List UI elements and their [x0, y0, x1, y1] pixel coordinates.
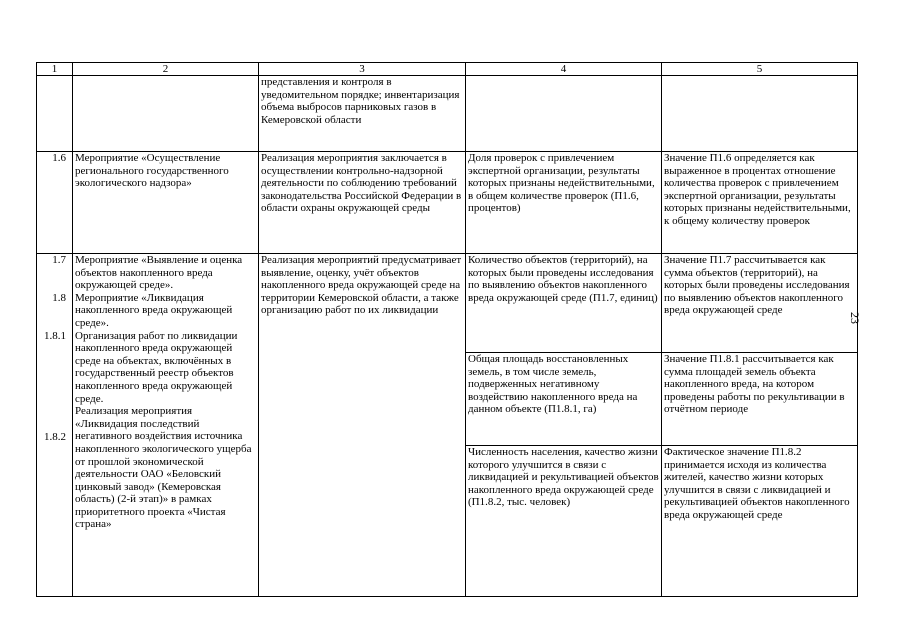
- event-description: Реализация мероприятия заключается в осуществлении контрольно-надзорной деятельности по соблюдению требований законодательства Российской Федерации в области охраны окружающей среды: [259, 152, 466, 254]
- event-title: Мероприятие «Ликвидация накопленного вреда окружающей среде».: [75, 291, 233, 329]
- indicator-method: Значение П1.7 рассчитывается как сумма объектов (территорий), на которых были проведены исследования по выявлению объектов накопленного вреда окружающей среде: [664, 254, 850, 317]
- row-number: 1.8: [52, 292, 66, 304]
- row-number: 1.6: [37, 152, 73, 254]
- event-titles: [73, 254, 259, 597]
- row-number: 1.7: [52, 254, 66, 266]
- header-col-5: 5: [662, 63, 858, 76]
- table-row-1-6: [37, 152, 858, 254]
- header-row: [37, 63, 858, 76]
- header-col-2: 2: [73, 63, 259, 76]
- cell-empty: [466, 76, 662, 152]
- indicator-methods: [662, 254, 858, 597]
- header-col-3: 3: [259, 63, 466, 76]
- header-col-4: 4: [466, 63, 662, 76]
- document-table: [36, 62, 858, 597]
- cell-empty: [662, 76, 858, 152]
- event-description: Реализация мероприятий предусматривает выявление, оценку, учёт объектов накопленного вреда окружающей среде на территории Кемеровской области, а также организацию работ по их ликвидации: [259, 254, 466, 597]
- indicator-name: Количество объектов (территорий), на которых были проведены исследования по выявлению объектов накопленного вреда окружающей среде (П1.7, единиц): [468, 254, 658, 304]
- indicator-name: Доля проверок с привлечением экспертной организации, результаты которых признаны недействительными, в общем количестве проверок (П1.6, процентов): [466, 152, 662, 254]
- event-title: Реализация мероприятия «Ликвидация последствий негативного воздействия источника накопленного экологического ущерба от прошлой экономической деятельности ОАО «Беловский цинковый завод» (Кемеровская область) (2-й этап)» в рамках приоритетного проекта «Чистая страна»: [75, 405, 252, 531]
- header-col-1: 1: [37, 63, 73, 76]
- event-title: Мероприятие «Осуществление регионального государственного экологического надзора»: [73, 152, 259, 254]
- page-number: 23: [848, 312, 862, 324]
- row-number: 1.8.1: [44, 330, 66, 342]
- row-numbers: [37, 254, 73, 597]
- cell-empty: [37, 76, 73, 152]
- event-title: Мероприятие «Выявление и оценка объектов накопленного вреда окружающей среде».: [75, 254, 243, 292]
- cont-col3: представления и контроля в уведомительном порядке; инвентаризация объема выбросов парниковых газов в Кемеровской области: [259, 76, 466, 152]
- cell-empty: [73, 76, 259, 152]
- table-row-continuation: [37, 76, 858, 152]
- table-row-1-7: [37, 254, 858, 597]
- indicator-name: Общая площадь восстановленных земель, в том числе земель, подверженных негативному воздействию накопленного вреда на данном объекте (П1.8.1, га): [466, 352, 661, 445]
- indicator-names: [466, 254, 662, 597]
- indicator-method: Значение П1.8.1 рассчитывается как сумма площадей земель объекта накопленного вреда, на котором проведены работы по рекультивации в отчётном периоде: [662, 352, 857, 445]
- indicator-name: Численность населения, качество жизни которого улучшится в связи с ликвидацией и рекультивацией объектов накопленного вреда окружающей среде (П1.8.2, тыс. человек): [466, 445, 661, 509]
- indicator-method: Фактическое значение П1.8.2 принимается исходя из количества жителей, качество жизни которых улучшится в связи с ликвидацией и рекультивацией объектов накопленного вреда окружающей среде: [662, 445, 857, 522]
- event-title: Организация работ по ликвидации накопленного вреда окружающей среде на объектах, включённых в государственный реестр объектов накопленного вреда окружающей среде.: [75, 329, 238, 405]
- indicator-method: Значение П1.6 определяется как выраженное в процентах отношение количества проверок с привлечением экспертной организации, результаты которых признаны недействительными, к общему количеству проверок: [662, 152, 858, 254]
- row-number: 1.8.2: [44, 431, 66, 443]
